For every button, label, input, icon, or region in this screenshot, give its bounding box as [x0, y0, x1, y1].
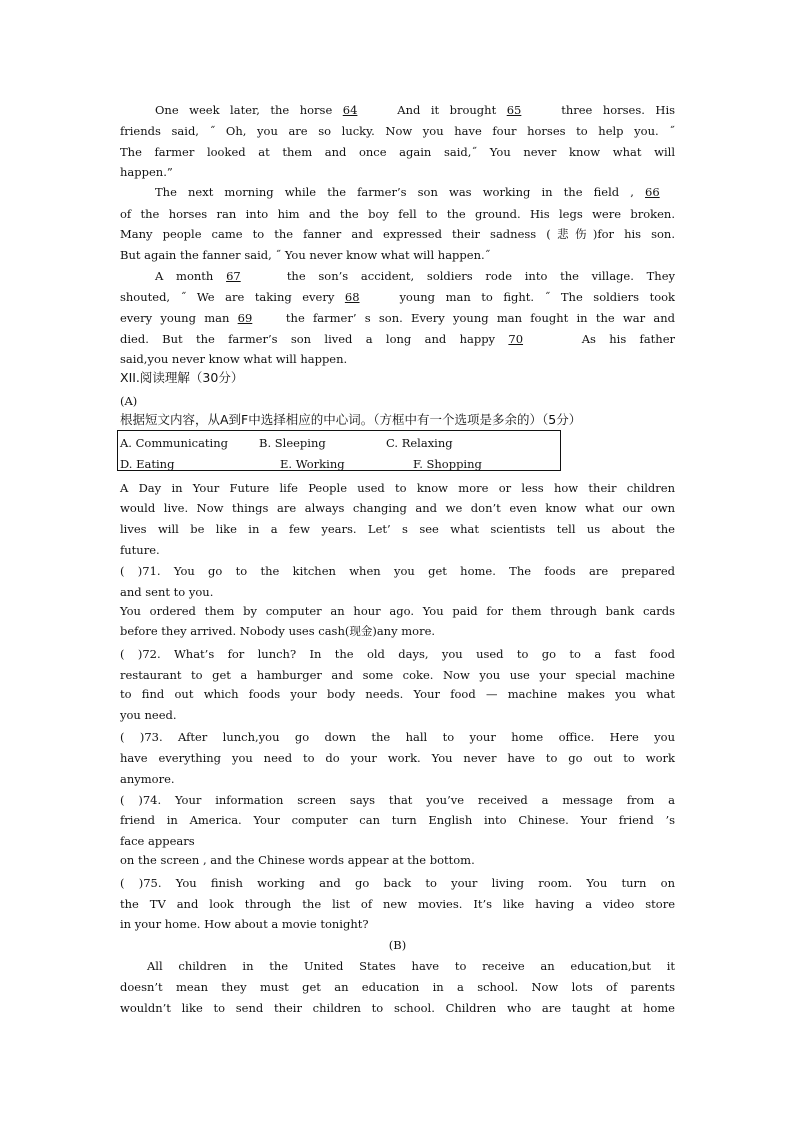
- passage-line: wouldn’t like to send their children to school. Children who are taught at home: [120, 1001, 675, 1015]
- passage-line: Many people came to the fanner and expressed their sadness (悲伤)for his son.: [120, 227, 675, 241]
- passage-line: and sent to you.: [120, 585, 214, 599]
- question-71: ( )71. You go to the kitchen when you get home. The foods are prepared: [120, 564, 675, 578]
- passage-line: The next morning while the farmer’s son was working in the field , 66: [155, 182, 675, 202]
- passage-line: before they arrived. Nobody uses cash(现金)any more.: [120, 624, 436, 638]
- passage-line: you need.: [120, 708, 177, 722]
- passage-line: A Day in Your Future life People used to know more or less how their children: [120, 481, 675, 495]
- passage-line: friends said, ˝ Oh, you are so lucky. Now you have four horses to help you. ˝: [120, 124, 675, 138]
- part-b-label: (B): [388, 938, 407, 952]
- passage-line: But again the fanner said, ˝ You never know what will happen.˝: [120, 248, 491, 262]
- passage-line: in your home. How about a movie tonight?: [120, 917, 369, 931]
- passage-line: You ordered them by computer an hour ago. You paid for them through bank cards: [120, 604, 675, 618]
- passage-line: All children in the United States have to receive an education,but it: [147, 959, 675, 973]
- passage-line: on the screen , and the Chinese words appear at the bottom.: [120, 853, 475, 867]
- blank-70: 70: [508, 332, 524, 346]
- passage-line: restaurant to get a hamburger and some coke. Now you use your special machine: [120, 668, 675, 682]
- passage-line: happen.”: [120, 165, 173, 179]
- passage-line: lives will be like in a few years. Let’ s see what scientists tell us about the: [120, 522, 675, 536]
- instruction-text: 根据短文内容，从A到F中选择相应的中心词。（方框中有一个选项是多余的）（5分）: [120, 412, 582, 427]
- passage-line: died. But the farmer’s son lived a long and happy 70 As his father: [120, 329, 675, 349]
- passage-line: of the horses ran into him and the boy fell to the ground. His legs were broken.: [120, 207, 675, 221]
- passage-line: One week later, the horse 64 And it brought 65 three horses. His: [155, 100, 675, 120]
- option-e: E. Working: [280, 457, 345, 471]
- passage-line: would live. Now things are always changing and we don’t even know what our own: [120, 501, 675, 515]
- passage-line: friend in America. Your computer can turn English into Chinese. Your friend ’s: [120, 813, 675, 827]
- passage-line: The farmer looked at them and once again said,˝ You never know what will: [120, 145, 675, 159]
- blank-64: 64: [342, 103, 358, 117]
- passage-line: shouted, ˝ We are taking every 68 young man to fight. ˝ The soldiers took: [120, 287, 675, 307]
- passage-line: A month 67 the son’s accident, soldiers rode into the village. They: [155, 266, 675, 286]
- passage-line: have everything you need to do your work. You never have to go out to work: [120, 751, 675, 765]
- option-a: A. Communicating: [120, 436, 229, 450]
- blank-68: 68: [344, 290, 360, 304]
- blank-69: 69: [237, 311, 253, 325]
- passage-line: said,you never know what will happen.: [120, 352, 348, 366]
- blank-66: 66: [645, 185, 660, 199]
- passage-line: every young man 69 the farmer’ s son. Every young man fought in the war and: [120, 308, 675, 328]
- question-73: ( )73. After lunch,you go down the hall to your home office. Here you: [120, 730, 675, 744]
- question-72: ( )72. What’s for lunch? In the old days, you used to go to a fast food: [120, 647, 675, 661]
- blank-65: 65: [506, 103, 522, 117]
- question-75: ( )75. You finish working and go back to your living room. You turn on: [120, 876, 675, 890]
- blank-67: 67: [226, 269, 241, 283]
- option-b: B. Sleeping: [259, 436, 326, 450]
- option-f: F. Shopping: [413, 457, 482, 471]
- section-title: XII.阅读理解（30分）: [120, 370, 244, 385]
- question-74: ( )74. Your information screen says that you’ve received a message from a: [120, 793, 675, 807]
- passage-line: to find out which foods your body needs. Your food — machine makes you what: [120, 687, 675, 701]
- passage-line: face appears: [120, 834, 195, 848]
- option-c: C. Relaxing: [386, 436, 453, 450]
- option-d: D. Eating: [120, 457, 175, 471]
- passage-line: anymore.: [120, 772, 175, 786]
- part-a-label: (A): [120, 394, 138, 408]
- passage-line: the TV and look through the list of new movies. It’s like having a video store: [120, 897, 675, 911]
- passage-line: doesn’t mean they must get an education in a school. Now lots of parents: [120, 980, 675, 994]
- passage-line: future.: [120, 543, 160, 557]
